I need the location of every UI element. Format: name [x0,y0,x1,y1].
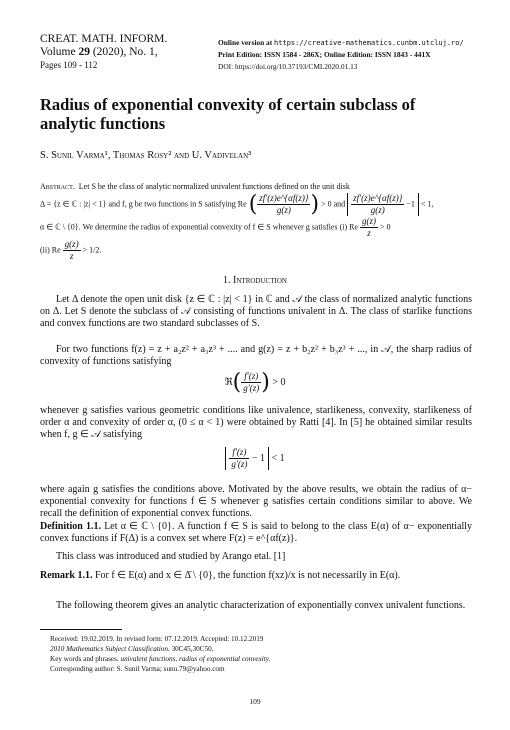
abstract-fraction-2: $\frac{zf'(z)e\^{}\{\alpha f(z)\}}{g(z)}$ [353,193,403,215]
paragraph-2: For two functions f(z) = z + a₂z² + a₃z³ + .... and g(z) = z + b₂z² + b₃z³ + ..., in 𝒜, the sharp radius of convexity of functions satisfying [40,344,472,368]
footnotes [50,634,270,674]
abstract-label: Abstract. [40,182,75,191]
author-list: S. Sunil Varma¹, Thomas Rosy² and U. Vadivelan³ [40,150,252,161]
online-url-link[interactable]: https://creative-mathematics.cunbm.utcluj.ro/ [274,39,464,47]
issn-info: Print Edition: ISSN 1584 - 286X; Online Edition: ISSN 1843 - 441X [218,50,431,59]
page-number: 109 [249,697,261,706]
abstract-line-2: Δ = {z ∈ ℂ : |z| < 1} and f, g be two functions in S satisfying Re ( $\frac{zf'(z)e\^{}\{\alpha f(z)\}}{g(z)}$ ) > 0 and $\frac{zf'(z)e\^{}\{\alpha f(z)\}}{g(z)}$ −1 < 1, [40,192,434,217]
equation-1: ℜ( $\frac{f'(z)}{g'(z)}$ ) > 0 [224,370,286,395]
volume-info: Volume 29 (2020), No. 1, [40,46,158,58]
paper-title: Radius of exponential convexity of certain subclass of analytic functions [40,95,416,133]
footnote-rule [40,629,122,630]
abstract-fraction-1: $\frac{zf'(z)e\^{}\{\alpha f(z)\}}{g(z)}$ [259,193,309,215]
definition-1-1: Definition 1.1. Let α ∈ ℂ \ {0}. A function f ∈ S is said to belong to the class E(α) of α− exponentially convex functions if F(Δ) is a convex set where F(z) = e^{αf(z)}. [40,521,472,545]
journal-header [40,33,167,72]
page-range: Pages 109 - 112 [40,60,98,70]
abstract-line-3: α ∈ ℂ \ {0}. We determine the radius of exponential convexity of f ∈ S whenever g satisfies (i) Re $\frac{g(z)}{z}$ > 0 [40,216,391,238]
equation-2: $\frac{f'(z)}{g'(z)}$ − 1 < 1 [0,447,510,470]
section-heading: 1. Introduction [223,275,287,286]
remark-1-1: Remark 1.1. For f ∈ E(α) and x ∈ Δ̄ \ {0}, the function f(xz)/x is not necessarily in E(α). [40,570,401,581]
keywords: Key words and phrases. univalent functions, radius of exponential convexity. [50,655,271,663]
abstract-line-4: (ii) Re $\frac{g(z)}{z}$ > 1/2. [40,239,102,261]
corresponding-author: Corresponding author: S. Sunil Varma; sunu.79@yahoo.com [50,665,225,673]
paragraph-5: This class was introduced and studied by Arango etal. [1] [56,551,286,562]
doi-link[interactable]: DOI: https://doi.org/10.37193/CMI.2020.01.13 [218,62,358,71]
paragraph-4: where again g satisfies the conditions above. Motivated by the above results, we obtain the radius of α− exponential convexity for functions f ∈ S whenever g satisfies certain conditions similar to above. We recall the definition of exponential convex functions. [40,484,472,520]
paragraph-3: whenever g satisfies various geometric conditions like univalence, starlikeness, convexity, starlikeness of order α and convexity of order α, (0 ≤ α < 1) were obtained by Ratti [4]. In [5] he obtained similar results when f, g ∈ 𝒜 satisfying [40,405,472,441]
received-dates: Received: 19.02.2019. In revised form: 07.12.2019. Accepted: 10.12.2019 [50,635,264,643]
abstract-block [40,180,472,262]
publication-info [218,37,464,73]
online-version: Online version at https://creative-mathematics.cunbm.utcluj.ro/ [218,38,464,47]
paragraph-6: The following theorem gives an analytic characterization of exponentially convex univalent functions. [56,600,466,611]
journal-name: CREAT. MATH. INFORM. [40,33,168,45]
msc-classification: 2010 Mathematics Subject Classification. 30C45,30C50. [50,645,214,653]
abstract-line-1: Abstract. Let S be the class of analytic normalized univalent functions defined on the unit disk [40,182,350,191]
paragraph-1: Let Δ denote the open unit disk {z ∈ ℂ : |z| < 1} in ℂ and 𝒜 the class of normalized analytic functions on Δ. Let S denote the subclass of 𝒜 consisting of functions univalent in Δ. The class of starlike functions and convex functions are two standard subclasses of S. [40,294,472,330]
